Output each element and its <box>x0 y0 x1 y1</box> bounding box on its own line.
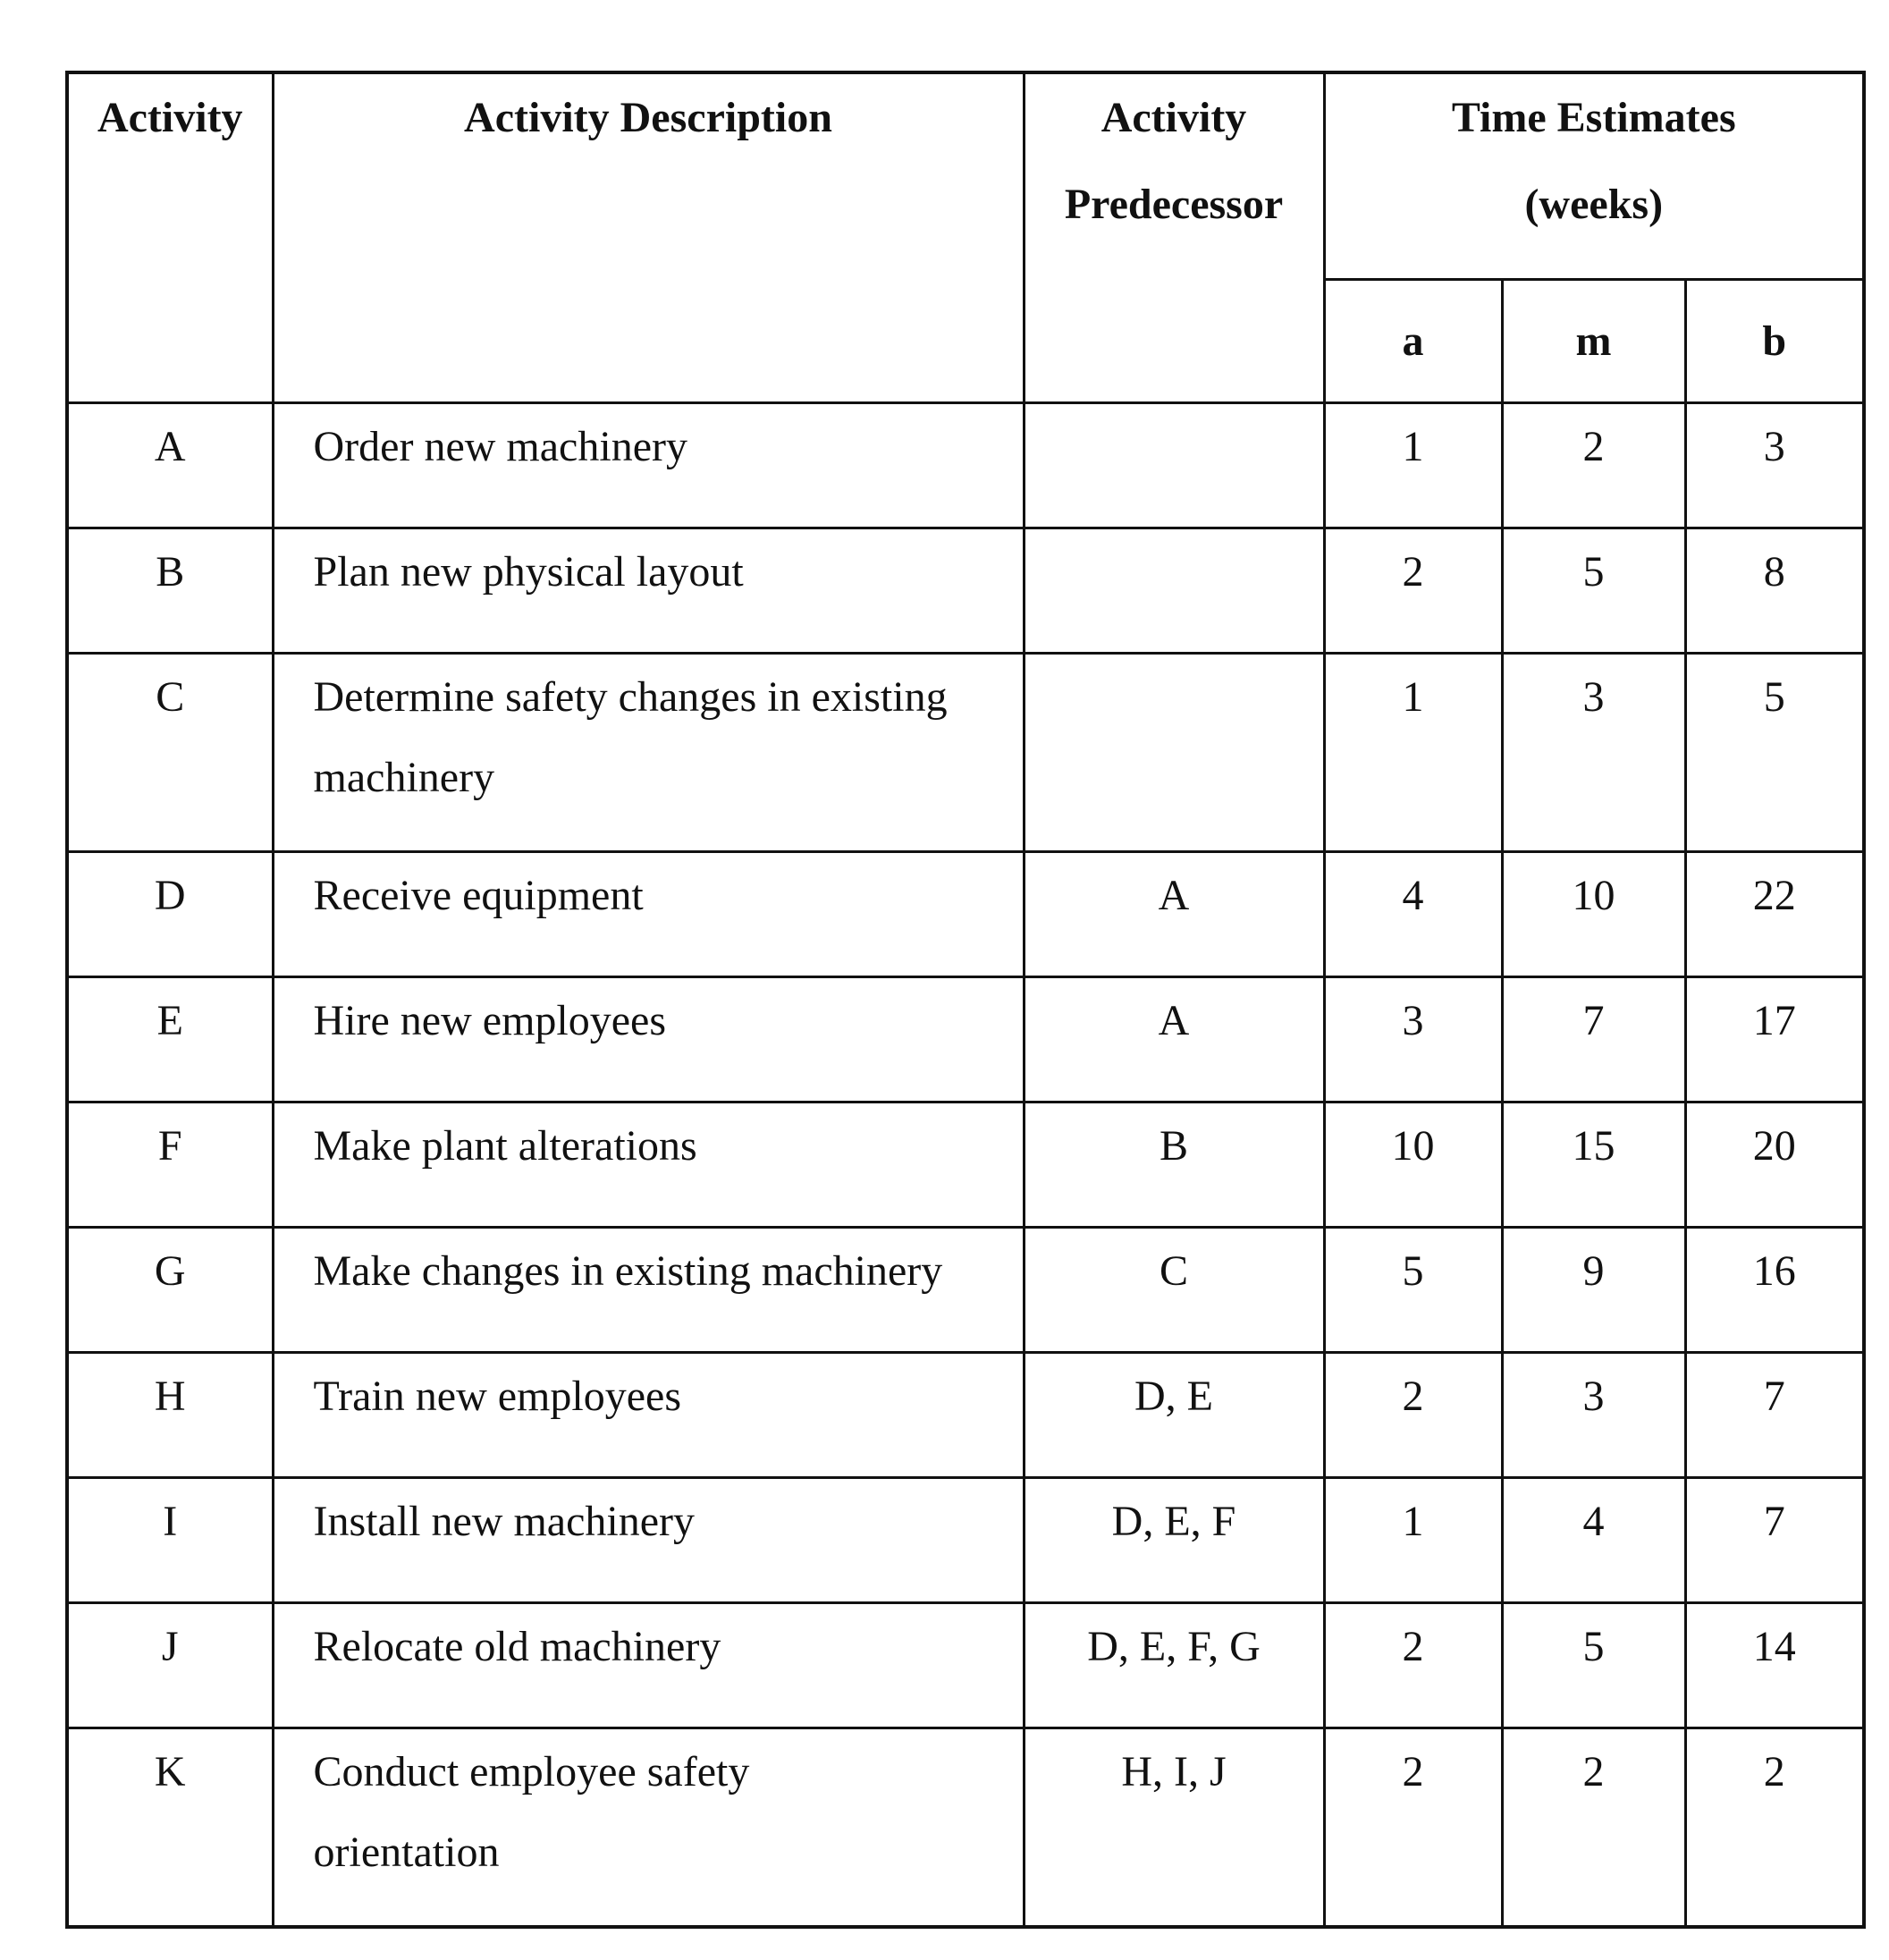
description-cell <box>273 1102 1024 1228</box>
table-row <box>67 852 1864 977</box>
predecessor-cell: D, E <box>1024 1353 1324 1478</box>
table-row <box>67 403 1864 528</box>
header-predecessor: Activity Predecessor <box>1024 72 1324 403</box>
table-row <box>67 1102 1864 1228</box>
description-line: Plan new physical layout <box>313 548 744 596</box>
estimate-b-cell: 14 <box>1685 1603 1864 1728</box>
table-row <box>67 1603 1864 1728</box>
estimate-b-cell: 7 <box>1685 1353 1864 1478</box>
table-row <box>67 1728 1864 1928</box>
estimate-b-cell: 2 <box>1685 1728 1864 1928</box>
header-time-estimates: Time Estimates (weeks) <box>1324 72 1864 280</box>
description-line: Conduct employee safety <box>313 1748 750 1795</box>
table-row <box>67 1228 1864 1353</box>
description-cell <box>273 1478 1024 1603</box>
estimate-m-cell: 5 <box>1502 1603 1685 1728</box>
table-body <box>67 403 1864 1928</box>
activity-cell: K <box>67 1728 273 1928</box>
estimate-a-cell: 1 <box>1324 654 1502 852</box>
estimate-b-cell: 7 <box>1685 1478 1864 1603</box>
estimate-a-cell: 2 <box>1324 1353 1502 1478</box>
activity-cell: J <box>67 1603 273 1728</box>
description-line: Hire new employees <box>313 997 667 1044</box>
estimate-a-cell: 1 <box>1324 1478 1502 1603</box>
description-cell <box>273 977 1024 1102</box>
table-row <box>67 528 1864 654</box>
estimate-m-cell: 7 <box>1502 977 1685 1102</box>
predecessor-cell: A <box>1024 852 1324 977</box>
description-cell <box>273 654 1024 852</box>
activity-cell: I <box>67 1478 273 1603</box>
estimate-m-cell: 15 <box>1502 1102 1685 1228</box>
description-line: Make changes in existing machinery <box>313 1247 943 1295</box>
estimate-m-cell: 3 <box>1502 1353 1685 1478</box>
estimate-a-cell: 2 <box>1324 1603 1502 1728</box>
estimate-a-cell: 3 <box>1324 977 1502 1102</box>
predecessor-cell: C <box>1024 1228 1324 1353</box>
description-line: Make plant alterations <box>313 1122 697 1170</box>
estimate-a-cell: 1 <box>1324 403 1502 528</box>
predecessor-cell: B <box>1024 1102 1324 1228</box>
activity-time-estimates-table <box>65 71 1866 1929</box>
activity-cell: D <box>67 852 273 977</box>
estimate-m-cell: 2 <box>1502 403 1685 528</box>
description-line-2: orientation <box>313 1829 500 1876</box>
table-row <box>67 977 1864 1102</box>
estimate-b-cell: 16 <box>1685 1228 1864 1353</box>
predecessor-cell <box>1024 654 1324 852</box>
predecessor-cell <box>1024 528 1324 654</box>
header-m: m <box>1502 280 1685 403</box>
description-line: Train new employees <box>313 1373 681 1420</box>
description-cell <box>273 403 1024 528</box>
table-row <box>67 1353 1864 1478</box>
activity-cell: G <box>67 1228 273 1353</box>
estimate-a-cell: 10 <box>1324 1102 1502 1228</box>
estimate-a-cell: 5 <box>1324 1228 1502 1353</box>
activity-table-container <box>65 71 1866 1929</box>
activity-cell: E <box>67 977 273 1102</box>
description-cell <box>273 852 1024 977</box>
activity-cell: B <box>67 528 273 654</box>
estimate-a-cell: 4 <box>1324 852 1502 977</box>
estimate-a-cell: 2 <box>1324 1728 1502 1928</box>
header-b: b <box>1685 280 1864 403</box>
predecessor-cell: H, I, J <box>1024 1728 1324 1928</box>
estimate-b-cell: 22 <box>1685 852 1864 977</box>
activity-cell: F <box>67 1102 273 1228</box>
predecessor-cell: A <box>1024 977 1324 1102</box>
activity-cell: A <box>67 403 273 528</box>
description-cell <box>273 1228 1024 1353</box>
description-line: Receive equipment <box>313 872 644 919</box>
estimate-a-cell: 2 <box>1324 528 1502 654</box>
header-activity: Activity <box>67 72 273 403</box>
estimate-b-cell: 20 <box>1685 1102 1864 1228</box>
predecessor-cell: D, E, F, G <box>1024 1603 1324 1728</box>
description-line: Determine safety changes in existing <box>313 673 948 721</box>
estimate-b-cell: 17 <box>1685 977 1864 1102</box>
header-row <box>67 72 1864 280</box>
estimate-m-cell: 3 <box>1502 654 1685 852</box>
estimate-m-cell: 9 <box>1502 1228 1685 1353</box>
description-cell <box>273 1728 1024 1928</box>
description-line: Install new machinery <box>313 1498 696 1545</box>
table-row <box>67 654 1864 852</box>
description-line: Relocate old machinery <box>313 1623 721 1670</box>
estimate-m-cell: 10 <box>1502 852 1685 977</box>
description-cell <box>273 1353 1024 1478</box>
description-cell <box>273 528 1024 654</box>
table-row <box>67 1478 1864 1603</box>
estimate-m-cell: 5 <box>1502 528 1685 654</box>
estimate-b-cell: 5 <box>1685 654 1864 852</box>
estimate-m-cell: 2 <box>1502 1728 1685 1928</box>
description-line-2: machinery <box>313 754 495 801</box>
header-description: Activity Description <box>273 72 1024 403</box>
estimate-b-cell: 3 <box>1685 403 1864 528</box>
header-a: a <box>1324 280 1502 403</box>
predecessor-cell <box>1024 403 1324 528</box>
predecessor-cell: D, E, F <box>1024 1478 1324 1603</box>
estimate-m-cell: 4 <box>1502 1478 1685 1603</box>
description-line: Order new machinery <box>313 423 687 470</box>
description-cell <box>273 1603 1024 1728</box>
activity-cell: C <box>67 654 273 852</box>
activity-cell: H <box>67 1353 273 1478</box>
estimate-b-cell: 8 <box>1685 528 1864 654</box>
